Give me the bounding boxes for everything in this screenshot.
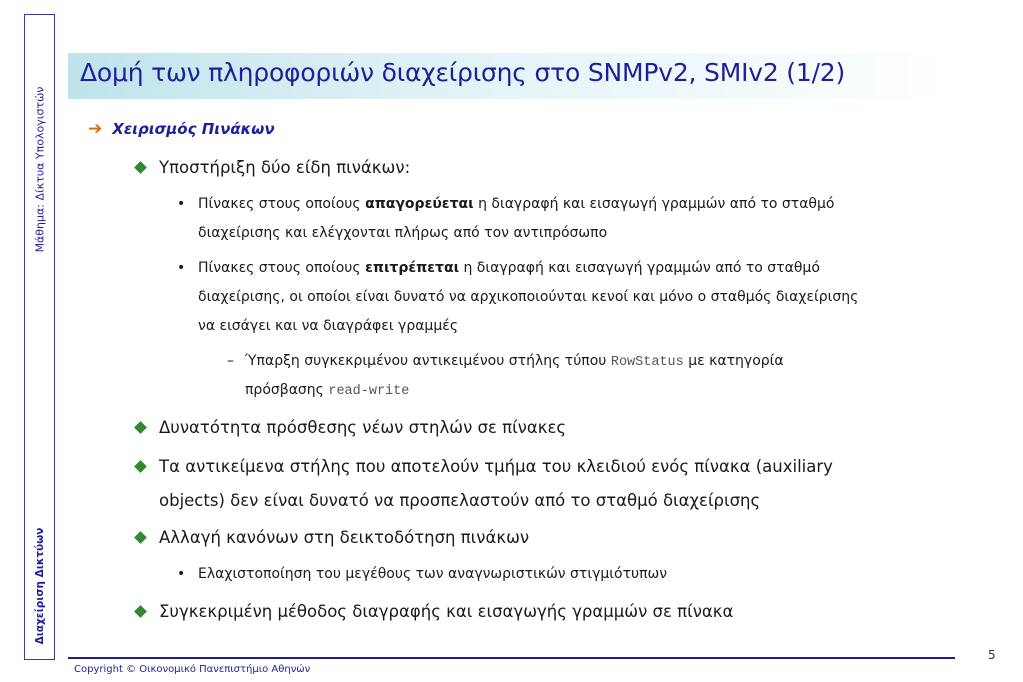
diamond-bullet-icon — [134, 421, 147, 434]
sidebar-frame — [24, 14, 55, 660]
dash-bullet-icon: – — [227, 353, 234, 369]
arrow-right-icon: ➔ — [88, 119, 103, 139]
sub-bullet-text: Πίνακες στους οποίους επιτρέπεται η διαγραφή και εισαγωγή γραμμών από το σταθμό — [198, 260, 820, 276]
topic-label: Διαχείριση Δικτύων — [33, 527, 46, 645]
bullet-text: Αλλαγή κανόνων στη δεικτοδότηση πινάκων — [159, 528, 530, 547]
sub-bullet-text: Ελαχιστοποίηση του μεγέθους των αναγνωριστικών στιγμιότυπων — [198, 566, 668, 582]
bullet-text: Συγκεκριμένη μέθοδος διαγραφής και εισαγωγής γραμμών σε πίνακα — [159, 602, 734, 621]
diamond-bullet-icon — [134, 531, 147, 544]
section-heading — [88, 119, 275, 139]
page-number: 5 — [988, 648, 996, 662]
bullet-text: Υποστήριξη δύο είδη πινάκων: — [159, 158, 411, 177]
dot-bullet-icon: • — [177, 260, 186, 276]
dot-bullet-icon: • — [177, 196, 186, 212]
bullet-text: Δυνατότητα πρόσθεσης νέων στηλών σε πίνακες — [159, 418, 567, 437]
slide-title: Δομή των πληροφοριών διαχείρισης στο SNMPv2, SMIv2 (1/2) — [80, 58, 846, 87]
dash-text: Ύπαρξη συγκεκριμένου αντικειμένου στήλης τύπου RowStatus με κατηγορία — [245, 353, 784, 370]
dot-bullet-icon: • — [177, 566, 186, 582]
course-label: Μάθημα: Δίκτυα Υπολογιστών — [33, 86, 46, 253]
copyright-notice: Copyright © Οικονομικό Πανεπιστήμιο Αθηνών — [74, 664, 311, 675]
bullet-text: Τα αντικείμενα στήλης που αποτελούν τμήμα του κλειδιού ενός πίνακα (auxiliary — [159, 457, 833, 476]
diamond-bullet-icon — [134, 161, 147, 174]
diamond-bullet-icon — [134, 605, 147, 618]
diamond-bullet-icon — [134, 460, 147, 473]
footer-divider — [68, 657, 955, 659]
section-heading-text: Χειρισμός Πινάκων — [112, 120, 275, 138]
sub-bullet-text: Πίνακες στους οποίους απαγορεύεται η διαγραφή και εισαγωγή γραμμών από το σταθμό — [198, 196, 835, 212]
